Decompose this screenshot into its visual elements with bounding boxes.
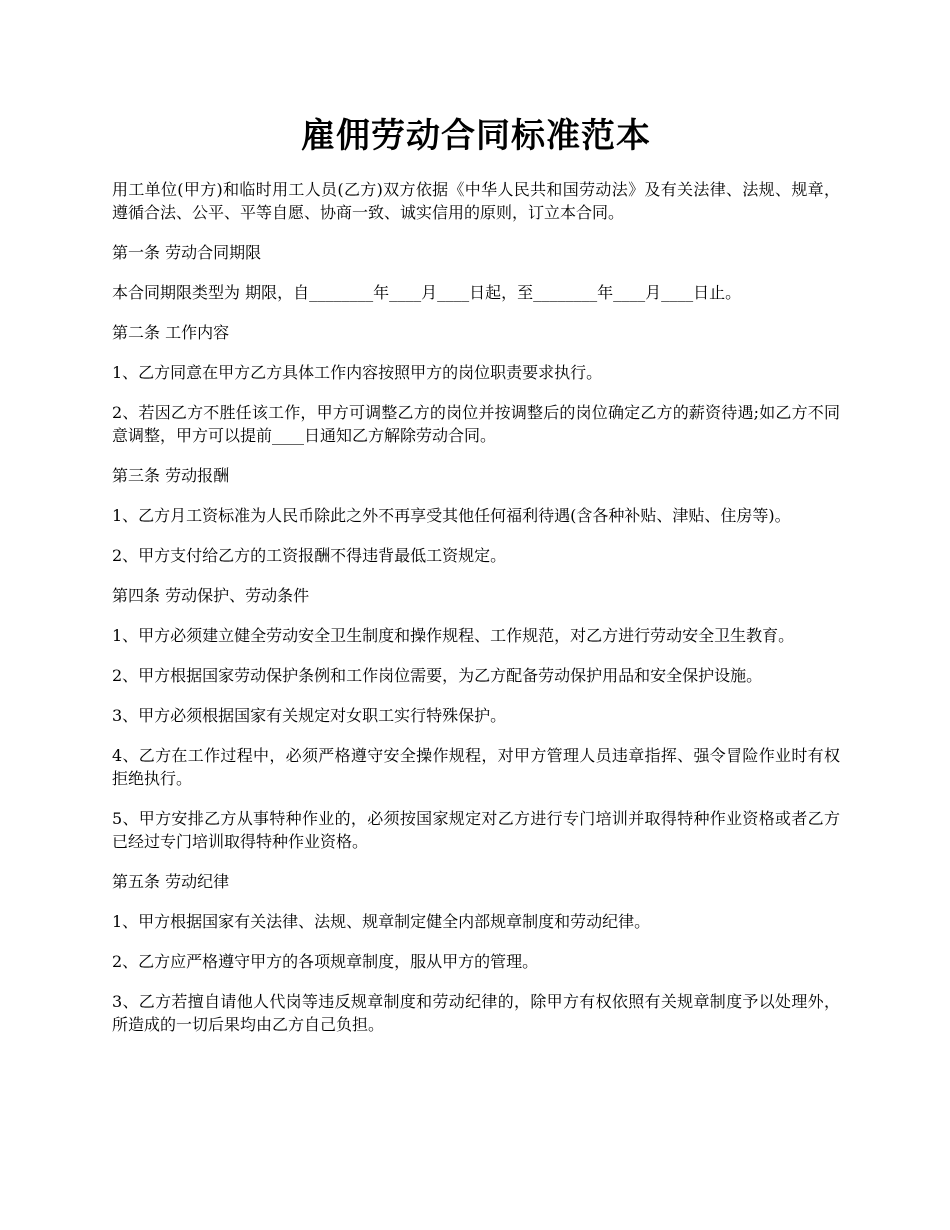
article-5-clause-2: 2、乙方应严格遵守甲方的各项规章制度，服从甲方的管理。: [112, 952, 539, 971]
article-2-clause-1: 1、乙方同意在甲方乙方具体工作内容按照甲方的岗位职责要求执行。: [112, 363, 603, 382]
article-3-heading: 第三条 劳动报酬: [112, 466, 230, 485]
article-2-clause-2: 2、若因乙方不胜任该工作，甲方可调整乙方的岗位并按调整后的岗位确定乙方的薪资待遇;如乙方不同意调整，甲方可以提前____日通知乙方解除劳动合同。: [112, 403, 840, 445]
article-4-heading: 第四条 劳动保护、劳动条件: [112, 586, 310, 605]
article-4-clause-1: 1、甲方必须建立健全劳动安全卫生制度和操作规程、工作规范，对乙方进行劳动安全卫生教育。: [112, 626, 795, 645]
document-body: [112, 178, 840, 1053]
article-4-clause-5: 5、甲方安排乙方从事特种作业的，必须按国家规定对乙方进行专门培训并取得特种作业资格或者乙方已经过专门培训取得特种作业资格。: [112, 809, 840, 851]
article-5-heading: 第五条 劳动纪律: [112, 872, 230, 891]
contract-term-paragraph: 本合同期限类型为 期限，自________年____月____日起，至________年____月____日止。: [112, 283, 742, 302]
article-3-clause-1: 1、乙方月工资标准为人民币除此之外不再享受其他任何福利待遇(含各种补贴、津贴、住房等)。: [112, 506, 791, 525]
article-4-clause-2: 2、甲方根据国家劳动保护条例和工作岗位需要，为乙方配备劳动保护用品和安全保护设施。: [112, 666, 763, 685]
article-1-heading: 第一条 劳动合同期限: [112, 243, 262, 262]
article-5-clause-1: 1、甲方根据国家有关法律、法规、规章制定健全内部规章制度和劳动纪律。: [112, 912, 651, 931]
preamble-paragraph: 用工单位(甲方)和临时用工人员(乙方)双方依据《中华人民共和国劳动法》及有关法律、法规、规章，遵循合法、公平、平等自愿、协商一致、诚实信用的原则，订立本合同。: [112, 180, 840, 222]
article-5-clause-3: 3、乙方若擅自请他人代岗等违反规章制度和劳动纪律的，除甲方有权依照有关规章制度予以处理外，所造成的一切后果均由乙方自己负担。: [112, 992, 840, 1034]
article-3-clause-2: 2、甲方支付给乙方的工资报酬不得违背最低工资规定。: [112, 546, 507, 565]
article-4-clause-4: 4、乙方在工作过程中，必须严格遵守安全操作规程，对甲方管理人员违章指挥、强令冒险作业时有权拒绝执行。: [112, 746, 840, 788]
document-title: 雇佣劳动合同标准范本: [301, 116, 651, 156]
article-4-clause-3: 3、甲方必须根据国家有关规定对女职工实行特殊保护。: [112, 706, 507, 725]
article-2-heading: 第二条 工作内容: [112, 323, 230, 342]
